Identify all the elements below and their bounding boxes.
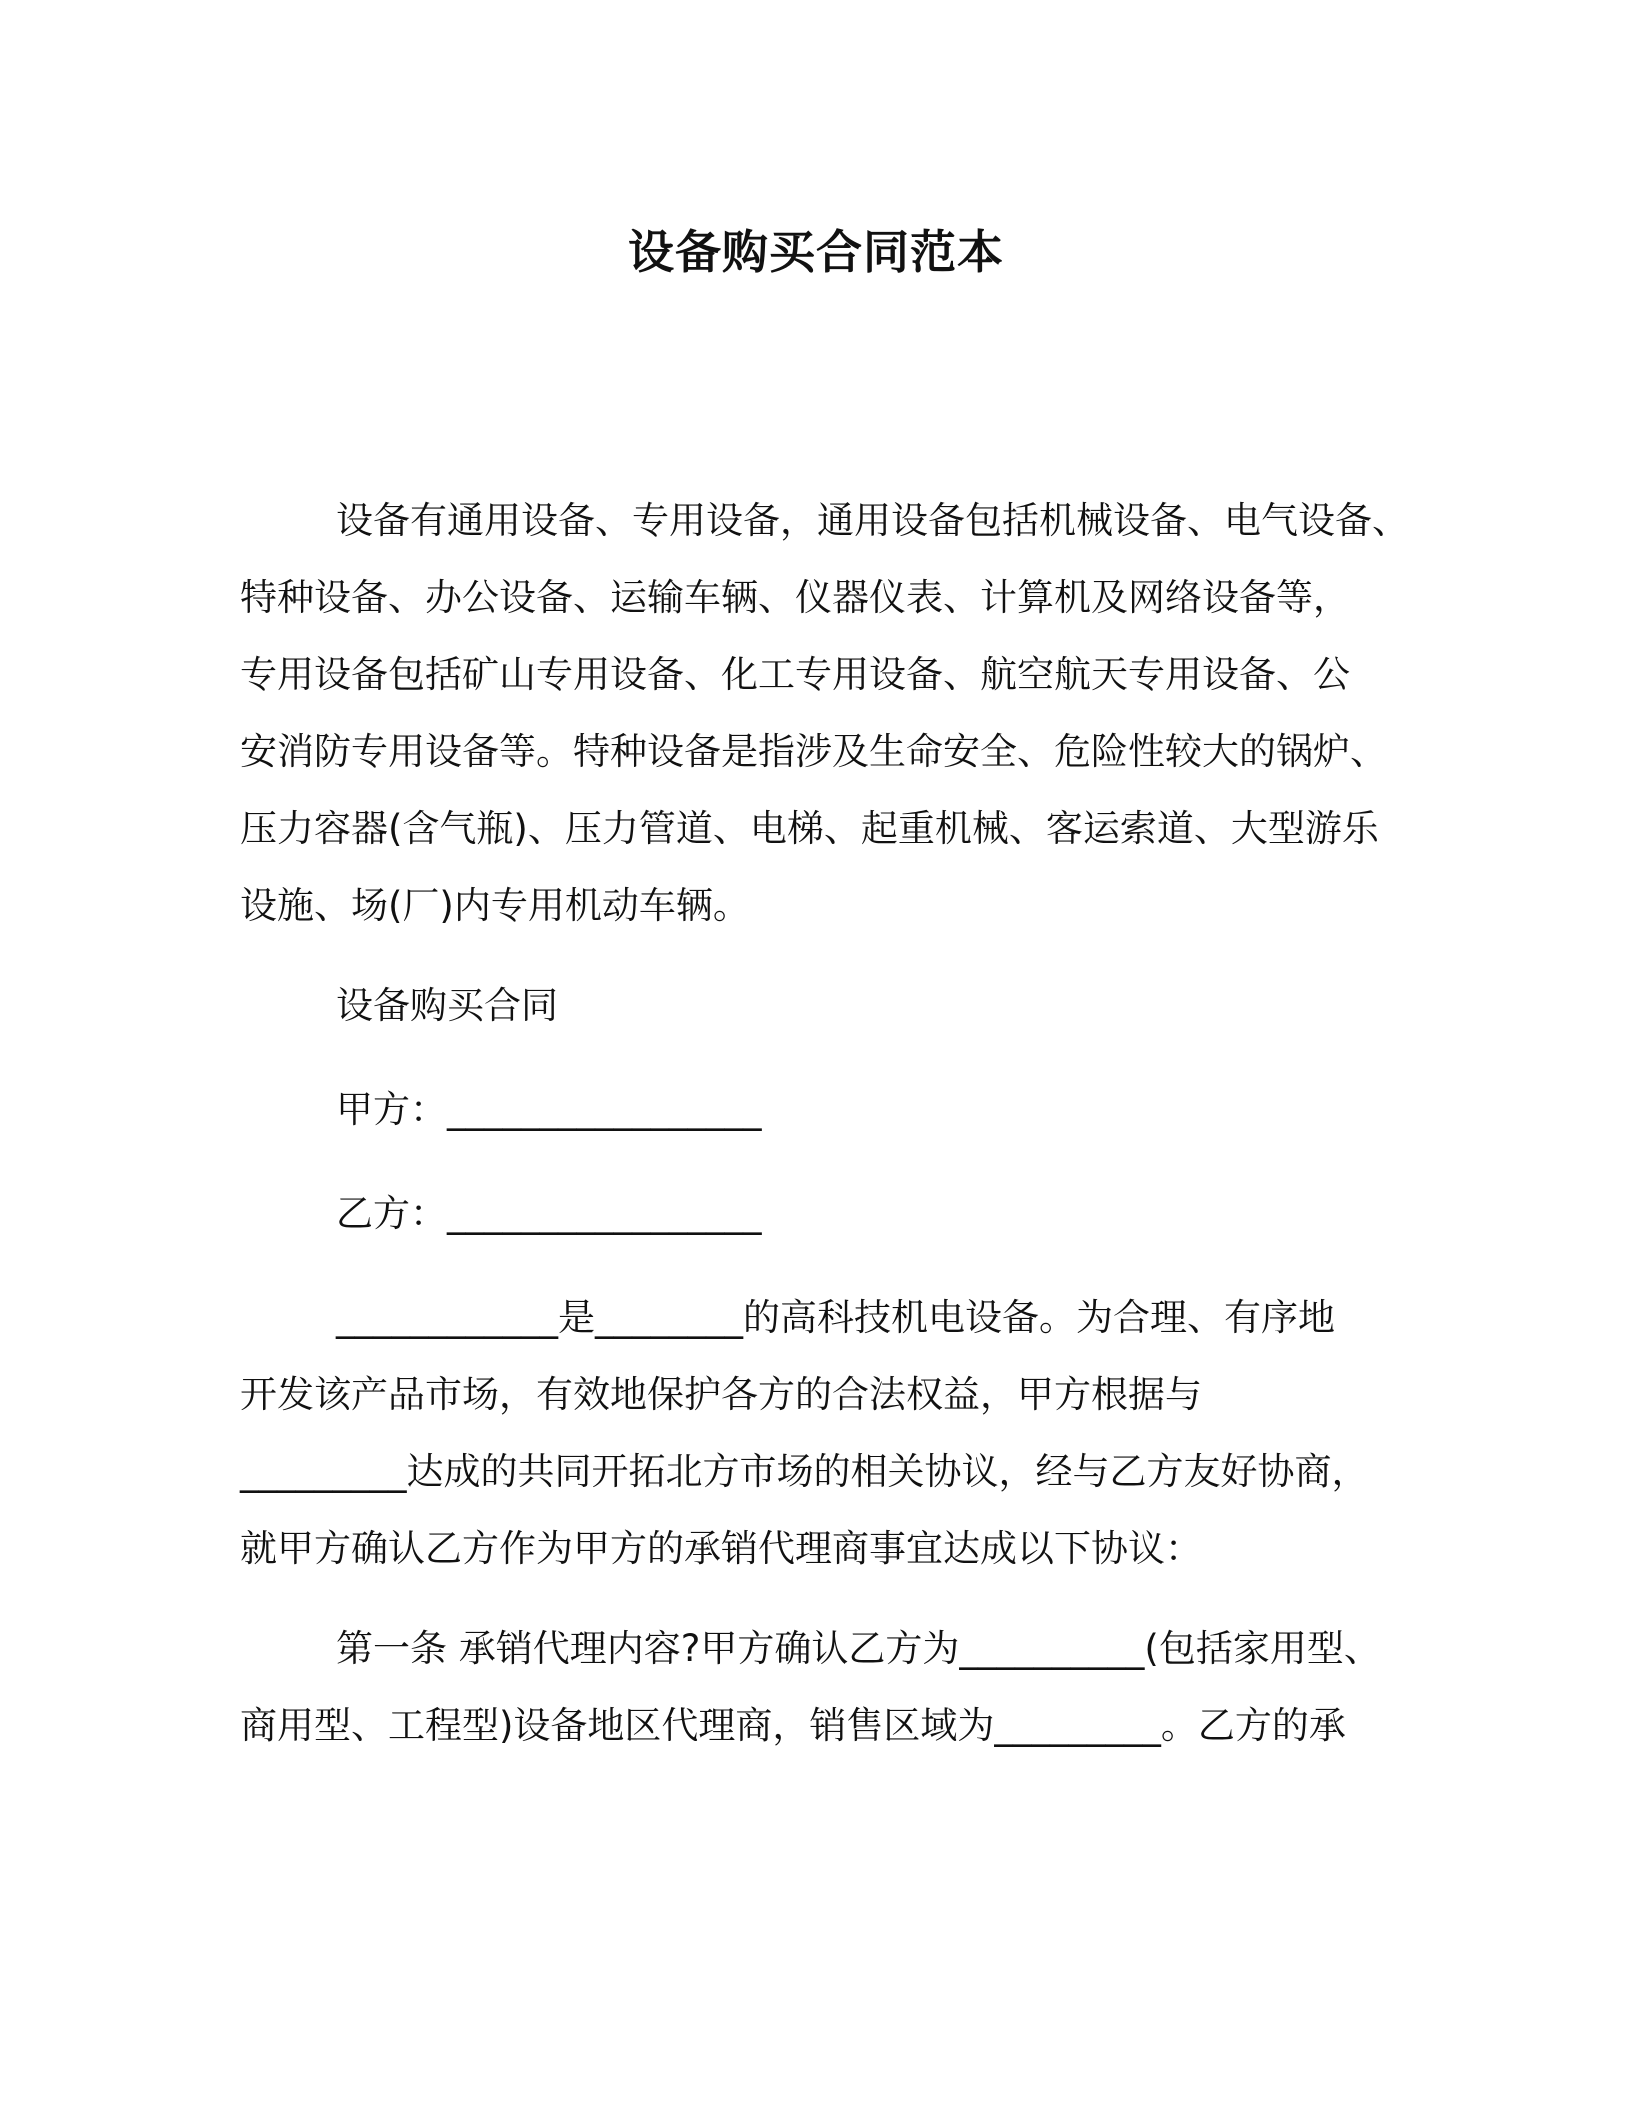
- article1-line-1: 第一条 承销代理内容?甲方确认乙方为__________(包括家用型、: [336, 1627, 1381, 1670]
- preamble-line-2: 开发该产品市场，有效地保护各方的合法权益，甲方根据与: [240, 1373, 1202, 1416]
- preamble-line-1: ____________是________的高科技机电设备。为合理、有序地: [336, 1296, 1335, 1339]
- party-a-line: 甲方：_________________: [336, 1088, 762, 1131]
- preamble-line-4: 就甲方确认乙方作为甲方的承销代理商事宜达成以下协议：: [240, 1527, 1202, 1570]
- intro-line-6: 设施、场(厂)内专用机动车辆。: [240, 884, 750, 927]
- intro-line-5: 压力容器(含气瓶)、压力管道、电梯、起重机械、客运索道、大型游乐: [240, 807, 1379, 850]
- document-title: 设备购买合同范本: [628, 225, 1004, 279]
- preamble-line-3: _________达成的共同开拓北方市场的相关协议，经与乙方友好协商，: [240, 1450, 1369, 1493]
- article1-line-2: 商用型、工程型)设备地区代理商，销售区域为_________。乙方的承: [240, 1704, 1346, 1747]
- intro-line-1: 设备有通用设备、专用设备，通用设备包括机械设备、电气设备、: [336, 499, 1409, 542]
- intro-line-4: 安消防专用设备等。特种设备是指涉及生命安全、危险性较大的锅炉、: [240, 730, 1387, 773]
- intro-line-3: 专用设备包括矿山专用设备、化工专用设备、航空航天专用设备、公: [240, 653, 1350, 696]
- contract-heading: 设备购买合同: [336, 984, 558, 1027]
- intro-line-2: 特种设备、办公设备、运输车辆、仪器仪表、计算机及网络设备等，: [240, 576, 1350, 619]
- party-b-line: 乙方：_________________: [336, 1192, 762, 1235]
